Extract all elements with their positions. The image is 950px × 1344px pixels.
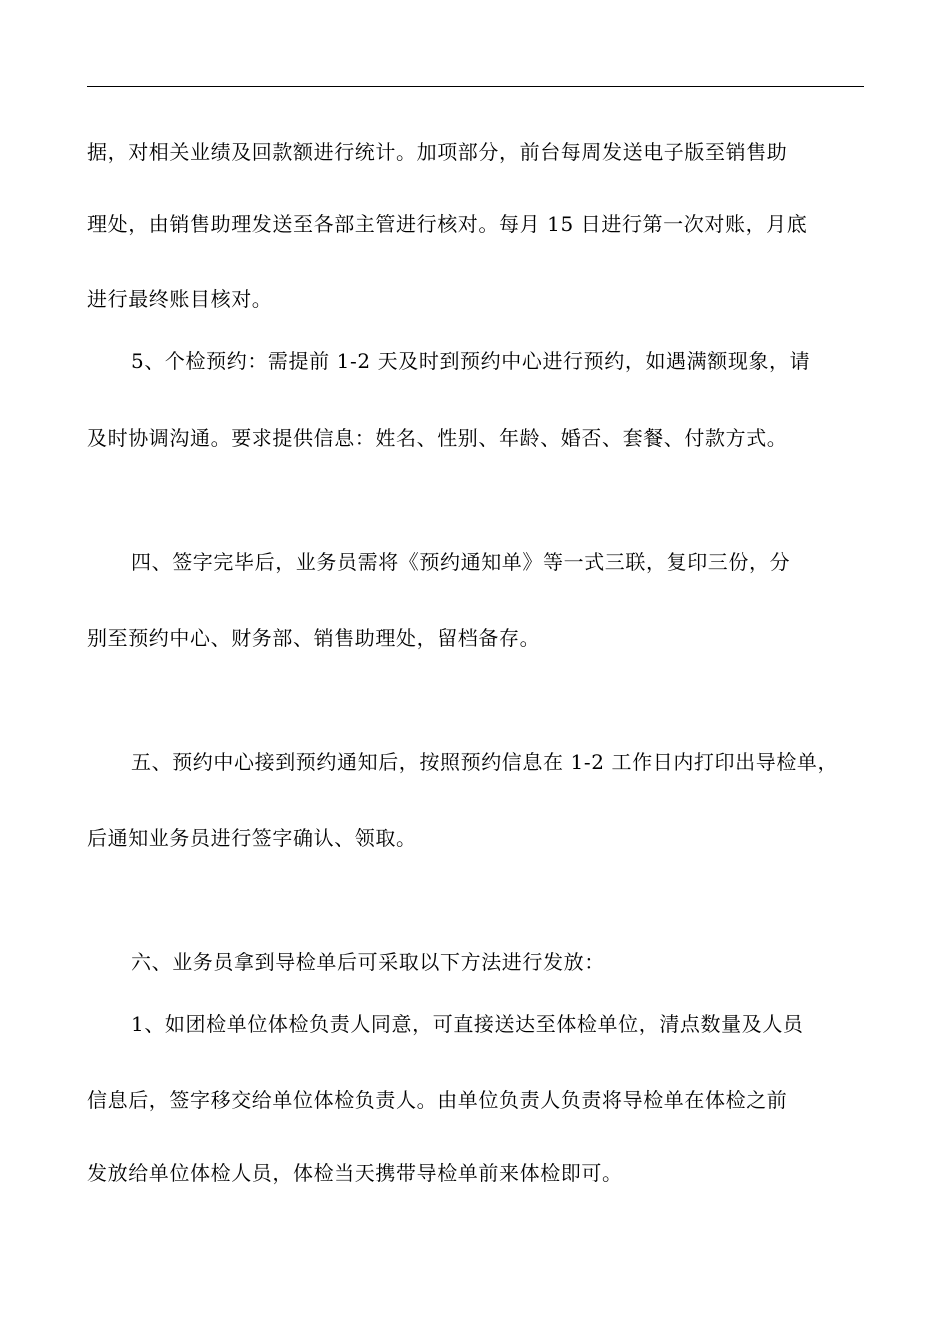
section-5-line-1: 五、预约中心接到预约通知后，按照预约信息在 1-2 工作日内打印出导检单，: [131, 750, 839, 774]
section-6-heading: 六、业务员拿到导检单后可采取以下方法进行发放：: [131, 950, 605, 974]
section-4-line-1: 四、签字完毕后，业务员需将《预约通知单》等一式三联，复印三份，分: [131, 550, 791, 574]
item-1-line-3: 发放给单位体检人员，体检当天携带导检单前来体检即可。: [87, 1161, 623, 1185]
item-1-line-1: 1、如团检单位体检负责人同意，可直接送达至体检单位，清点数量及人员: [131, 1012, 804, 1036]
header-rule: [87, 86, 864, 87]
section-5-line-2: 后通知业务员进行签字确认、领取。: [87, 826, 417, 850]
item-1-line-2: 信息后，签字移交给单位体检负责人。由单位负责人负责将导检单在体检之前: [87, 1088, 788, 1112]
paragraph-line-2: 理处，由销售助理发送至各部主管进行核对。每月 15 日进行第一次对账，月底: [87, 212, 808, 236]
section-4-line-2: 别至预约中心、财务部、销售助理处，留档备存。: [87, 626, 541, 650]
paragraph-line-3: 进行最终账目核对。: [87, 287, 273, 311]
item-5-line-2: 及时协调沟通。要求提供信息：姓名、性别、年龄、婚否、套餐、付款方式。: [87, 426, 788, 450]
item-5-line-1: 5、个检预约：需提前 1-2 天及时到预约中心进行预约，如遇满额现象，请: [131, 349, 811, 373]
paragraph-line-1: 据，对相关业绩及回款额进行统计。加项部分，前台每周发送电子版至销售助: [87, 140, 788, 164]
